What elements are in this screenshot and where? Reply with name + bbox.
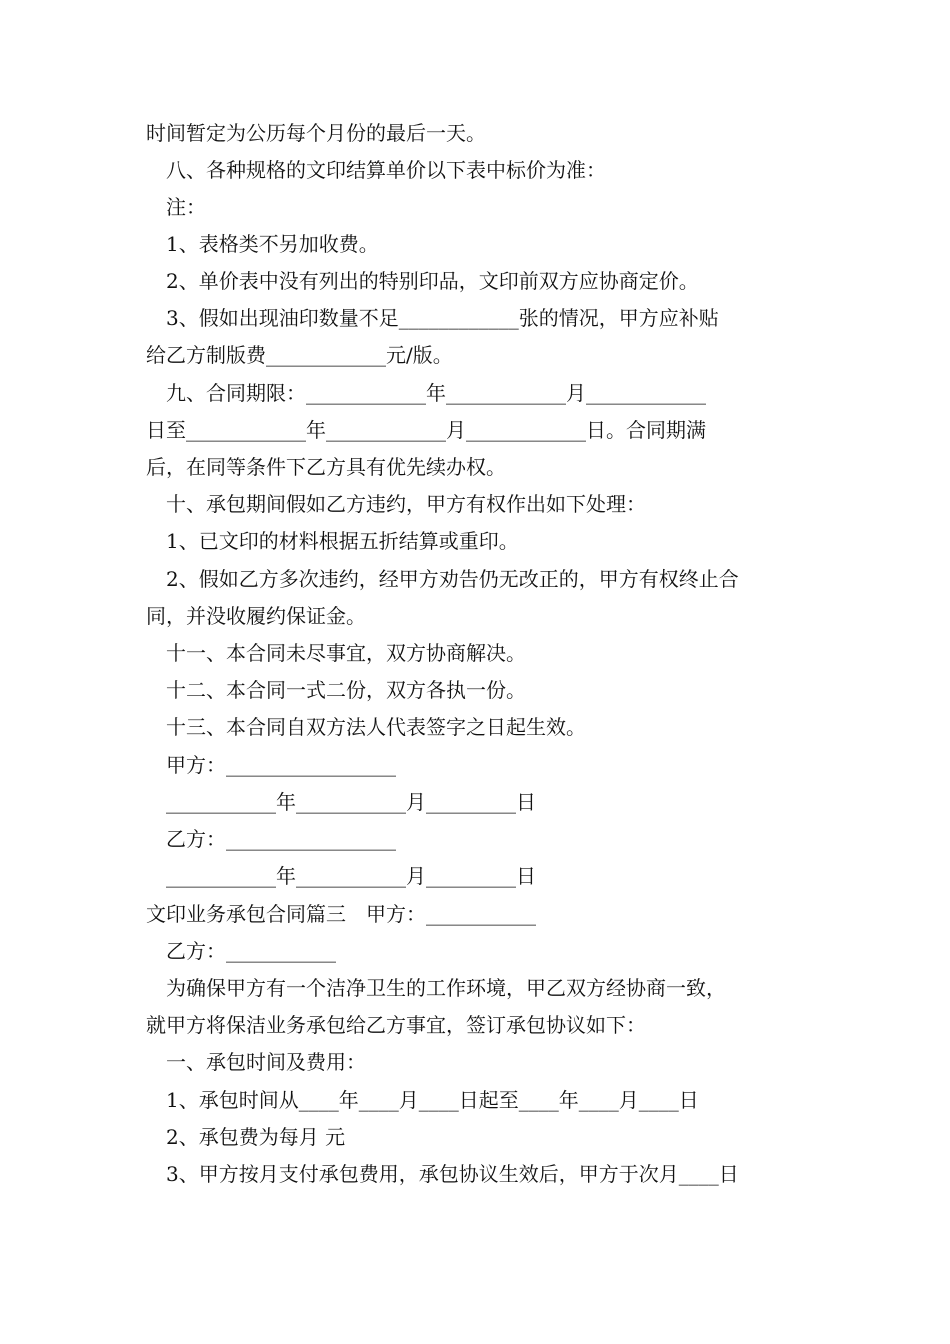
clause-item-1: 1、已文印的材料根据五折结算或重印。 — [166, 529, 519, 553]
party-b-signature-line: 乙方：_________________ — [166, 827, 396, 851]
clause-item-2: 2、假如乙方多次违约，经甲方劝告仍无改正的，甲方有权终止合 — [166, 567, 739, 591]
section-heading-12: 十二、本合同一式二份，双方各执一份。 — [166, 678, 526, 702]
section-heading-10: 十、承包期间假如乙方违约，甲方有权作出如下处理： — [166, 492, 646, 516]
paragraph-line: 同，并没收履约保证金。 — [146, 604, 366, 628]
section-heading-8: 八、各种规格的文印结算单价以下表中标价为准： — [166, 158, 606, 182]
paragraph-line: 为确保甲方有一个洁净卫生的工作环境，甲乙双方经协商一致， — [166, 976, 726, 1000]
party-a-date-line: ___________年___________月_________日 — [166, 790, 536, 814]
section-heading-11: 十一、本合同未尽事宜，双方协商解决。 — [166, 641, 526, 665]
note-item-1: 1、表格类不另加收费。 — [166, 232, 379, 256]
party-a-signature-line: 甲方：_________________ — [166, 753, 396, 777]
section-heading-13: 十三、本合同自双方法人代表签字之日起生效。 — [166, 715, 586, 739]
party-b-line: 乙方：___________ — [166, 939, 336, 963]
note-item-3: 3、假如出现油印数量不足____________张的情况，甲方应补贴 — [166, 306, 719, 330]
party-b-date-line: ___________年___________月_________日 — [166, 864, 536, 888]
clause-item-3: 3、甲方按月支付承包费用，承包协议生效后，甲方于次月____日 — [166, 1162, 739, 1186]
section-heading-1: 一、承包时间及费用： — [166, 1050, 366, 1074]
clause-item-1: 1、承包时间从____年____月____日起至____年____月____日 — [166, 1088, 699, 1112]
paragraph-line: 就甲方将保洁业务承包给乙方事宜，签订承包协议如下： — [146, 1013, 646, 1037]
note-label: 注： — [166, 195, 206, 219]
paragraph-line: 给乙方制版费____________元/版。 — [146, 343, 453, 367]
paragraph-line: 后，在同等条件下乙方具有优先续办权。 — [146, 455, 506, 479]
contract-title-line: 文印业务承包合同篇三 甲方：___________ — [146, 902, 536, 926]
note-item-2: 2、单价表中没有列出的特别印品，文印前双方应协商定价。 — [166, 269, 699, 293]
clause-item-2: 2、承包费为每月 元 — [166, 1125, 346, 1149]
section-heading-9: 九、合同期限：____________年____________月____________ — [166, 381, 706, 405]
paragraph-line: 日至____________年____________月____________日。合同期满 — [146, 418, 706, 442]
paragraph-line: 时间暂定为公历每个月份的最后一天。 — [146, 121, 486, 145]
